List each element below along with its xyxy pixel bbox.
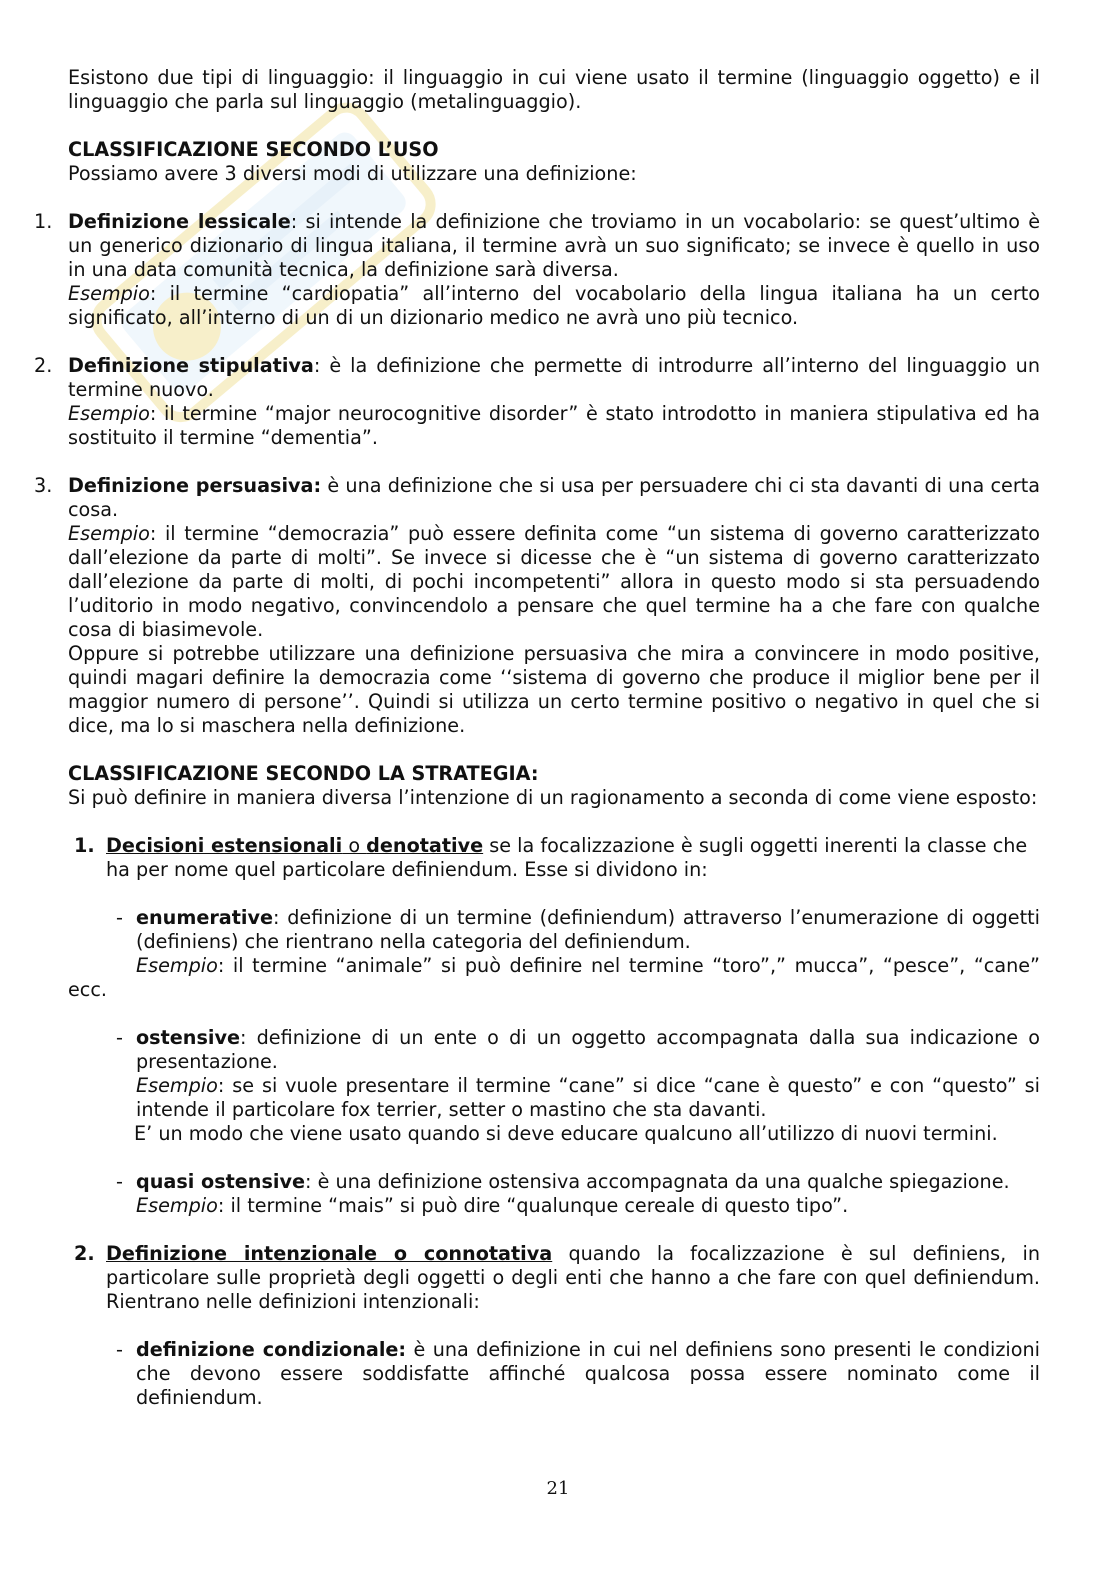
example-label: Esempio — [136, 954, 218, 977]
dash-bullet: - — [116, 1026, 123, 1049]
uso-item-1 — [34, 210, 1040, 330]
sub-example — [68, 954, 1040, 1002]
uso-item-2 — [34, 354, 1041, 450]
sub-term: definizione condizionale: — [136, 1338, 407, 1361]
item-number: 2. — [74, 1242, 95, 1265]
example-label: Esempio — [136, 1194, 218, 1217]
item-text: : si intende la definizione che troviamo in un vocabolario: se quest’ultimo è un generico dizionario di lingua italiana, il termine avrà un suo significato; se invece è quello in uso in una data comunità tecnica, la definizione sarà diversa. — [68, 210, 1040, 281]
section-lead-uso: Possiamo avere 3 diversi modi di utilizzare una definizione: — [68, 162, 637, 185]
item-term: Definizione lessicale — [68, 210, 291, 233]
dash-bullet: - — [116, 1338, 123, 1361]
page-number: 21 — [546, 1478, 570, 1499]
sub-term: quasi ostensive — [136, 1170, 305, 1193]
sub-text: : definizione di un termine (definiendum) attraverso l’enumerazione di oggetti (definiens) che rientrano nella categoria del definiendum. — [136, 906, 1040, 953]
item-text: : è la definizione che permette di introdurre all’interno del linguaggio un termine nuovo. — [68, 354, 1041, 401]
dash-bullet: - — [116, 906, 123, 929]
strategia-item-1 — [68, 834, 1040, 882]
example-label: Esempio — [136, 1074, 218, 1097]
sub-item-condizionale — [68, 1338, 1040, 1410]
sub-item-ostensive — [68, 1026, 1040, 1122]
sub-term: ostensive — [136, 1026, 240, 1049]
item-text: è una definizione che si usa per persuadere chi ci sta davanti di una certa cosa. — [68, 474, 1040, 521]
sub-term: enumerative — [136, 906, 274, 929]
example-text: : il termine “democrazia” può essere definita come “un sistema di governo caratterizzato dall’elezione da parte di molti”. Se invece si dicesse che è “un sistema di governo caratterizzato dall’elezione da parte di molti, di pochi incompetenti” allora in questo modo si sta persuadendo l’uditorio in modo negativo, convincendolo a pensare che quel termine ha a che fare con qualche cosa di biasimevole. — [68, 522, 1040, 641]
section-lead-strategia: Si può definire in maniera diversa l’intenzione di un ragionamento a seconda di come viene esposto: — [68, 786, 1038, 809]
document-page — [34, 66, 1041, 1410]
example-label: Esempio — [68, 522, 150, 545]
sub-extra-text: E’ un modo che viene usato quando si deve educare qualcuno all’utilizzo di nuovi termini. — [134, 1122, 998, 1145]
item-number: 1. — [74, 834, 95, 857]
item-term-b: denotative — [366, 834, 484, 857]
sub-text: : è una definizione ostensiva accompagnata da una qualche spiegazione. — [305, 1170, 1010, 1193]
example-label: Esempio — [68, 282, 150, 305]
item-text: se la focalizzazione è sugli oggetti inerenti la classe che ha per nome quel particolare definiendum. Esse si dividono in: — [106, 834, 1028, 881]
item-term: Definizione intenzionale o connotativa — [106, 1242, 553, 1265]
intro-paragraph: Esistono due tipi di linguaggio: il linguaggio in cui viene usato il termine (linguaggio oggetto) e il linguaggio che parla sul linguaggio (metalinguaggio). — [68, 66, 1040, 113]
section-heading-strategia: CLASSIFICAZIONE SECONDO LA STRATEGIA: — [68, 762, 539, 785]
sub-item-enumerative — [68, 906, 1040, 954]
item-extra-text: Oppure si potrebbe utilizzare una definizione persuasiva che mira a convincere in modo positive, quindi magari definire la democrazia come ‘‘sistema di governo che produce il miglior bene per il maggior numero di persone’’. Quindi si utilizza un certo termine positivo o negativo in quel che si dice, ma lo si maschera nella definizione. — [68, 642, 1040, 737]
uso-item-3 — [34, 474, 1040, 738]
item-term: Definizione persuasiva: — [68, 474, 322, 497]
item-number: 2. — [34, 354, 53, 377]
strategia-item-2 — [68, 1242, 1040, 1314]
example-text: : il termine “mais” si può dire “qualunque cereale di questo tipo”. — [217, 1194, 849, 1217]
dash-bullet: - — [116, 1170, 123, 1193]
item-term-a: Decisioni estensionali — [106, 834, 343, 857]
item-text: quando la focalizzazione è sul definiens, in particolare sulle proprietà degli oggetti o degli enti che hanno a che fare con quel definiendum. Rientrano nelle definizioni intenzionali: — [106, 1242, 1041, 1313]
item-conj: o — [342, 834, 367, 857]
example-text: : il termine “cardiopatia” all’interno del vocabolario della lingua italiana ha un certo significato, all’interno di un di un dizionario medico ne avrà uno più tecnico. — [68, 282, 1040, 329]
example-text: : il termine “animale” si può definire nel termine “toro”,” mucca”, “pesce”, “cane” ecc. — [68, 954, 1040, 1001]
sub-text: : definizione di un ente o di un oggetto accompagnata dalla sua indicazione o presentazione. — [136, 1026, 1040, 1073]
example-text: : il termine “major neurocognitive disorder” è stato introdotto in maniera stipulativa ed ha sostituito il termine “dementia”. — [68, 402, 1040, 449]
example-text: : se si vuole presentare il termine “cane” si dice “cane è questo” e con “questo” si intende il particolare fox terrier, setter o mastino che sta davanti. — [136, 1074, 1040, 1121]
item-number: 1. — [34, 210, 53, 233]
sub-text: è una definizione in cui nel definiens sono presenti le condizioni che devono essere soddisfatte affinché qualcosa possa essere nominato come il definiendum. — [136, 1338, 1040, 1409]
sub-item-quasi-ostensive — [68, 1170, 1040, 1218]
section-heading-uso: CLASSIFICAZIONE SECONDO L’USO — [68, 138, 439, 161]
example-label: Esempio — [68, 402, 150, 425]
item-term: Definizione stipulativa — [68, 354, 314, 377]
item-number: 3. — [34, 474, 53, 497]
